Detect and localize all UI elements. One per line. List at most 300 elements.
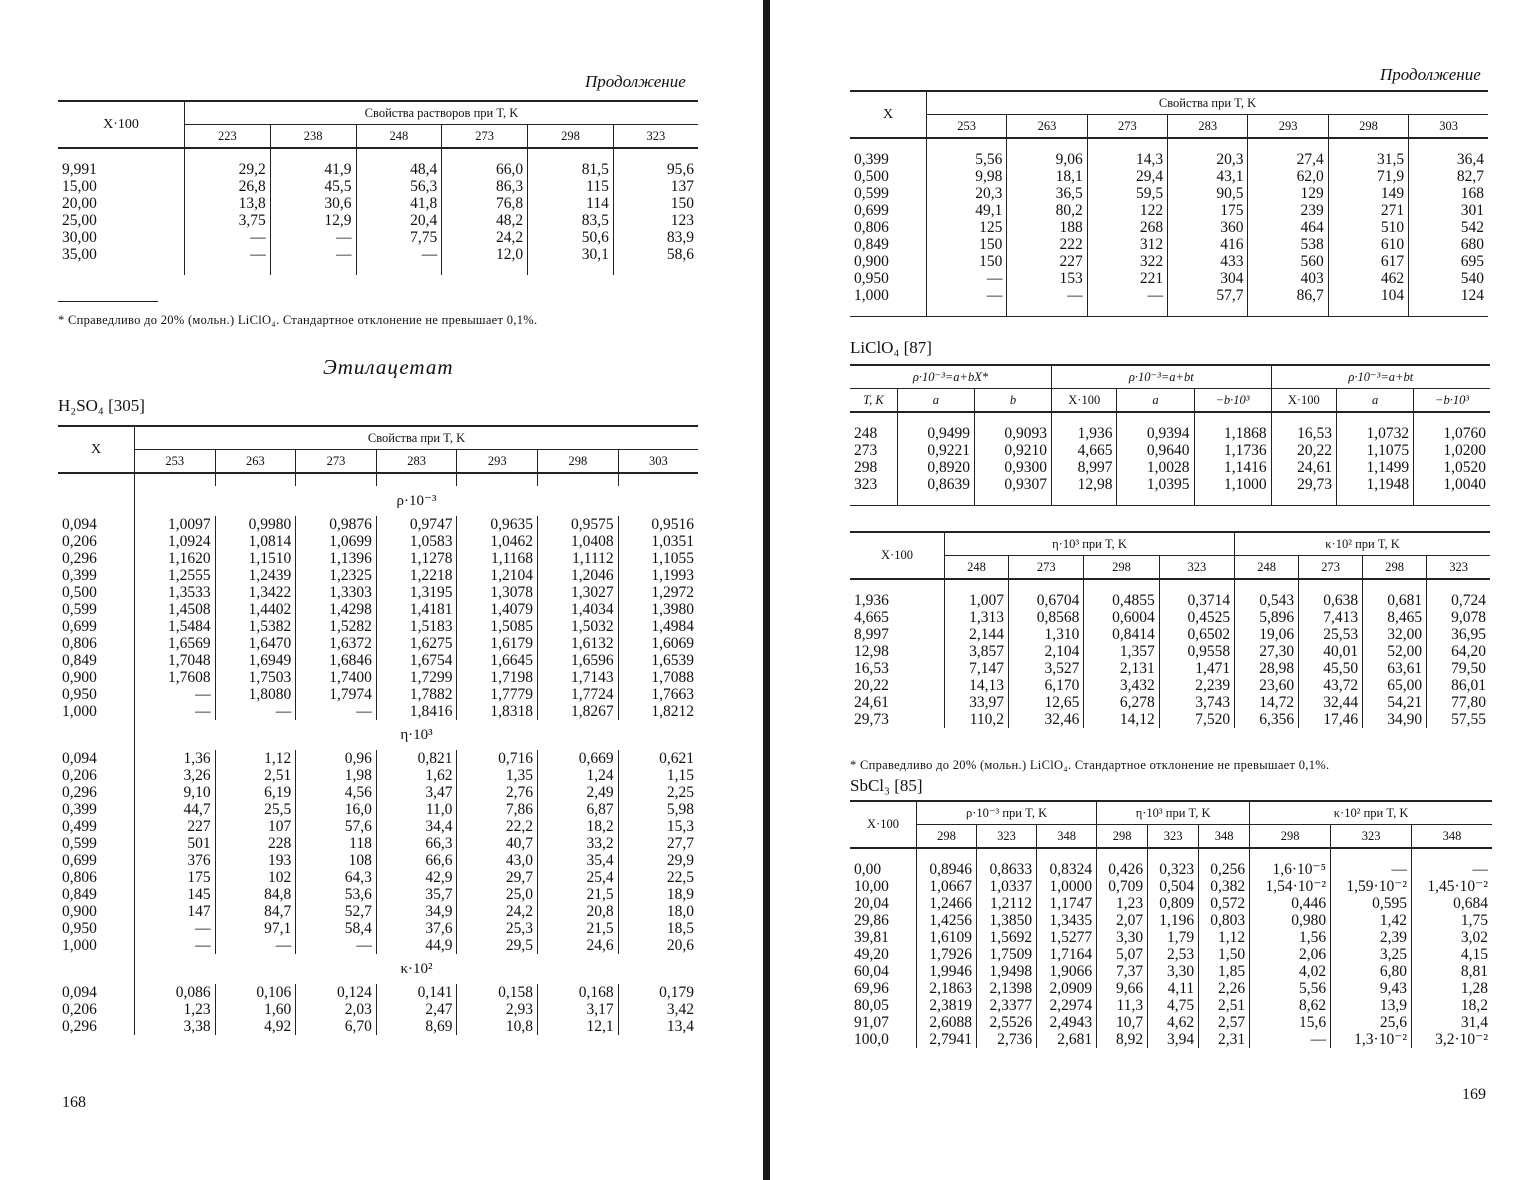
table-row [58, 567, 698, 584]
spacer-cell [897, 493, 974, 506]
table-cell: 3,30 [1097, 929, 1148, 946]
table-cell: — [135, 703, 216, 720]
row-key: 35,00 [62, 246, 97, 263]
row-key: 0,206 [62, 1001, 97, 1018]
table-cell: 12,65 [1009, 694, 1084, 711]
temp-header: 348 [1037, 825, 1097, 849]
table-cell: 1,15 [618, 767, 698, 784]
table-cell: 1,1868 [1194, 425, 1271, 442]
table-cell: 464 [1248, 219, 1328, 236]
table-row [58, 161, 698, 178]
table-cell: 3,432 [1084, 677, 1159, 694]
row-key: 15,00 [62, 178, 97, 195]
table-cell: 1,1168 [457, 550, 538, 567]
table-cell: 1,6846 [296, 652, 377, 669]
table-cell: 1,357 [1084, 643, 1159, 660]
spacer-cell [1087, 138, 1167, 151]
table-cell: 188 [1007, 219, 1087, 236]
table-cell: 1,1396 [296, 550, 377, 567]
temp-header: 348 [1412, 825, 1492, 849]
spacer-cell [1250, 848, 1331, 861]
table-cell: 8,69 [376, 1018, 457, 1035]
table-cell: 97,1 [215, 920, 296, 937]
table-cell: 83,5 [528, 212, 614, 229]
spacer-cell [270, 148, 356, 161]
row-key: 0,296 [62, 1018, 97, 1035]
table-body [58, 473, 698, 1035]
table-cell: 0,809 [1148, 895, 1199, 912]
row-key: 1,000 [62, 703, 97, 720]
table-cell: 12,9 [270, 212, 356, 229]
table-cell: 1,8267 [538, 703, 619, 720]
table-cell: 1,1416 [1194, 459, 1271, 476]
table-row [58, 195, 698, 212]
table-cell: 1,3533 [135, 584, 216, 601]
table-cell: 12,0 [442, 246, 528, 263]
table-cell: 24,61 [1271, 459, 1336, 476]
table-cell: 1,1736 [1194, 442, 1271, 459]
table-cell: 0,9876 [296, 516, 377, 533]
table-cell: 1,7299 [376, 669, 457, 686]
spacer-cell [1412, 848, 1492, 861]
spacer-cell [1271, 412, 1336, 425]
table-cell: 0,821 [376, 750, 457, 767]
table-cell: 8,997 [1051, 459, 1116, 476]
table-cell: 29,73 [1271, 476, 1336, 493]
table-row [850, 912, 1492, 929]
table-cell: 1,2555 [135, 567, 216, 584]
table-cell: 1,8318 [457, 703, 538, 720]
table-cell: 1,4984 [618, 618, 698, 635]
table-cell: 149 [1328, 185, 1408, 202]
table-cell: 376 [135, 852, 216, 869]
table-cell: 0,684 [1412, 895, 1492, 912]
table-cell: 0,323 [1148, 861, 1199, 878]
header-a: a [897, 389, 974, 413]
table-cell: 0,8414 [1084, 626, 1159, 643]
temp-header: 223 [185, 125, 271, 149]
table-cell: 66,0 [442, 161, 528, 178]
table-row [850, 476, 1490, 493]
table-cell: 1,3422 [215, 584, 296, 601]
table-cell: 64,20 [1427, 643, 1490, 660]
row-key: 0,500 [62, 584, 97, 601]
table-cell: 29,9 [618, 852, 698, 869]
table-cell: 37,6 [376, 920, 457, 937]
table-row [850, 287, 1488, 304]
table-cell: 2,51 [215, 767, 296, 784]
table-cell: 175 [1168, 202, 1248, 219]
table-liclo4-viscosity-conductivity [850, 531, 1490, 728]
spacer-cell [1331, 848, 1412, 861]
table-body [850, 579, 1490, 728]
spacer-row [58, 473, 698, 486]
table-cell: 1,4256 [917, 912, 977, 929]
spacer-row [850, 412, 1490, 425]
table-cell: 1,2104 [457, 567, 538, 584]
row-key: 24,61 [854, 694, 889, 711]
table-cell: — [135, 937, 216, 954]
table-cell: 1,313 [945, 609, 1009, 626]
spacer-cell [1199, 848, 1250, 861]
table-cell: 33,97 [945, 694, 1009, 711]
table-cell: 104 [1328, 287, 1408, 304]
table-cell: 150 [927, 253, 1007, 270]
table-cell: 57,6 [296, 818, 377, 835]
table-cell: 1,6275 [376, 635, 457, 652]
table-cell: 2,53 [1148, 946, 1199, 963]
table-cell: — [927, 270, 1007, 287]
table-cell: 1,936 [1051, 425, 1116, 442]
table-cell: 0,669 [538, 750, 619, 767]
temp-header: 253 [927, 115, 1007, 139]
table-cell: 18,5 [618, 920, 698, 937]
row-key: 8,997 [854, 626, 889, 643]
table-cell: 150 [927, 236, 1007, 253]
spacer-cell [1194, 412, 1271, 425]
table-cell: 52,00 [1363, 643, 1427, 660]
table-cell: 24,2 [442, 229, 528, 246]
spacer-cell [185, 148, 271, 161]
table-cell: 3,42 [618, 1001, 698, 1018]
table-cell: 0,4855 [1084, 592, 1159, 609]
table-cell: 1,0040 [1414, 476, 1490, 493]
table-cell: 416 [1168, 236, 1248, 253]
table-cell: 137 [613, 178, 698, 195]
table-cell: 6,170 [1009, 677, 1084, 694]
table-cell: 1,2325 [296, 567, 377, 584]
spacer-cell [1087, 304, 1167, 317]
table-cell: 1,7724 [538, 686, 619, 703]
table-cell: — [215, 937, 296, 954]
row-key: 0,900 [62, 669, 97, 686]
table-cell: 1,1948 [1337, 476, 1414, 493]
table-cell: 3,47 [376, 784, 457, 801]
table-cell: 30,1 [528, 246, 614, 263]
spacer-cell [58, 473, 135, 486]
table-cell: 1,8080 [215, 686, 296, 703]
table-cell: 13,9 [1331, 997, 1412, 1014]
table-cell: 1,5282 [296, 618, 377, 635]
row-key: 0,499 [62, 818, 97, 835]
table-row [58, 984, 698, 1001]
spacer-cell [1097, 848, 1148, 861]
table-cell: 617 [1328, 253, 1408, 270]
table-cell: 107 [215, 818, 296, 835]
temp-header: 323 [1148, 825, 1199, 849]
temp-header: 263 [1007, 115, 1087, 139]
spacer-cell [1363, 579, 1427, 592]
table-cell: 4,02 [1250, 963, 1331, 980]
table-cell: 43,0 [457, 852, 538, 869]
table-cell: 17,46 [1299, 711, 1363, 728]
table-cell: 1,8416 [376, 703, 457, 720]
table-row [850, 219, 1488, 236]
spacer-cell [850, 138, 927, 151]
table-cell: 9,10 [135, 784, 216, 801]
table-row [850, 236, 1488, 253]
table-cell: 1,2466 [917, 895, 977, 912]
table-row [58, 903, 698, 920]
table-cell: 41,8 [356, 195, 442, 212]
table-cell: 1,2046 [538, 567, 619, 584]
row-key: 9,991 [62, 161, 97, 178]
spacer-row [850, 138, 1488, 151]
table-cell: 2,26 [1199, 980, 1250, 997]
table-cell: 18,2 [1412, 997, 1492, 1014]
table-row [850, 442, 1490, 459]
col-x-header: X [850, 91, 927, 138]
equation-1: ρ·10⁻³=a+bX* [850, 365, 1051, 389]
table-cell: 147 [135, 903, 216, 920]
row-key: 0,806 [62, 635, 97, 652]
table-cell: 32,00 [1363, 626, 1427, 643]
temp-header: 323 [1427, 556, 1490, 580]
table-cell: — [270, 229, 356, 246]
table-cell: 1,0351 [618, 533, 698, 550]
table-row [850, 861, 1492, 878]
table-cell: 0,716 [457, 750, 538, 767]
table-cell: 2,239 [1159, 677, 1234, 694]
kappa-header: κ·10² при T, K [1250, 801, 1492, 825]
row-key: 49,20 [854, 946, 889, 963]
table-cell: 28,98 [1235, 660, 1299, 677]
table-cell: 510 [1328, 219, 1408, 236]
col-x-header: X [58, 426, 135, 473]
table-cell: 5,56 [927, 151, 1007, 168]
row-key: 0,950 [62, 686, 97, 703]
table-cell: — [1007, 287, 1087, 304]
row-key: 0,296 [62, 784, 97, 801]
table-cell: 86,01 [1427, 677, 1490, 694]
table-row [58, 246, 698, 263]
table-cell: 1,5277 [1037, 929, 1097, 946]
table-row [58, 533, 698, 550]
table-cell: 0,158 [457, 984, 538, 1001]
table-cell: 1,28 [1412, 980, 1492, 997]
table-cell: 4,75 [1148, 997, 1199, 1014]
table-cell: 0,141 [376, 984, 457, 1001]
table-cell: 1,0760 [1414, 425, 1490, 442]
spacer-cell [1051, 493, 1116, 506]
spacer-cell [1007, 138, 1087, 151]
table-cell: 0,9307 [974, 476, 1051, 493]
table-cell: 3,2·10⁻² [1412, 1031, 1492, 1048]
table-row [58, 516, 698, 533]
row-key: 0,094 [62, 516, 97, 533]
table-cell: 45,5 [270, 178, 356, 195]
temp-header: 348 [1199, 825, 1250, 849]
row-key: 0,206 [62, 533, 97, 550]
table-cell: 1,0462 [457, 533, 538, 550]
table-cell: 40,01 [1299, 643, 1363, 660]
table-cell: 1,79 [1148, 929, 1199, 946]
row-key: 69,96 [854, 980, 889, 997]
table-row [850, 1014, 1492, 1031]
table-cell: — [1331, 861, 1412, 878]
row-key: 0,699 [62, 618, 97, 635]
table-row [850, 253, 1488, 270]
table-cell: 90,5 [1168, 185, 1248, 202]
table-cell: 110,2 [945, 711, 1009, 728]
temp-header: 298 [917, 825, 977, 849]
row-key: 0,849 [62, 652, 97, 669]
spacer-cell [1037, 848, 1097, 861]
table-row [850, 459, 1490, 476]
table-cell: 18,2 [538, 818, 619, 835]
table-cell: 9,43 [1331, 980, 1412, 997]
table-cell: 222 [1007, 236, 1087, 253]
header-x: X·100 [1271, 389, 1336, 413]
table-cell: 1,6109 [917, 929, 977, 946]
table-cell: 29,4 [1087, 168, 1167, 185]
spacer-cell [215, 473, 296, 486]
table-row [58, 703, 698, 720]
table-cell: 6,80 [1331, 963, 1412, 980]
table-cell: 5,896 [1235, 609, 1299, 626]
table-cell: 1,0200 [1414, 442, 1490, 459]
table-cell: — [270, 246, 356, 263]
table-cell: 1,9946 [917, 963, 977, 980]
table-cell: 360 [1168, 219, 1248, 236]
spacer-row [850, 304, 1488, 317]
row-key: 1,000 [62, 937, 97, 954]
spacer-cell [927, 304, 1007, 317]
spacer-cell [1148, 848, 1199, 861]
page-number: 169 [1462, 1086, 1486, 1103]
spacer-cell [1337, 493, 1414, 506]
table-cell: 0,681 [1363, 592, 1427, 609]
table-cell: 3,527 [1009, 660, 1084, 677]
equation-3: ρ·10⁻³=a+bt [1271, 365, 1490, 389]
footnote: * Справедливо до 20% (мольн.) LiClO₄. Стандартное отклонение не превышает 0,1%. [58, 313, 538, 327]
table-cell: — [215, 703, 296, 720]
row-key: 0,849 [62, 886, 97, 903]
table-cell: 23,60 [1235, 677, 1299, 694]
table-cell: 3,94 [1148, 1031, 1199, 1048]
row-key: 29,73 [854, 711, 889, 728]
table-cell: 1,2112 [977, 895, 1037, 912]
spacer-cell [1271, 493, 1336, 506]
table-cell: 150 [613, 195, 698, 212]
table-cell: 0,9093 [974, 425, 1051, 442]
table-cell: 45,50 [1299, 660, 1363, 677]
table-cell: 1,7143 [538, 669, 619, 686]
table-cell: 2,4943 [1037, 1014, 1097, 1031]
table-cell: 2,3377 [977, 997, 1037, 1014]
table-cell: 1,1993 [618, 567, 698, 584]
group-label-row [58, 720, 698, 750]
table-row [850, 946, 1492, 963]
table-cell: 2,47 [376, 1001, 457, 1018]
temp-header-row [850, 556, 1490, 580]
row-key: 0,094 [62, 750, 97, 767]
table-cell: 5,07 [1097, 946, 1148, 963]
table-cell: 57,55 [1427, 711, 1490, 728]
spacer-row [58, 148, 698, 161]
table-cell: 50,6 [528, 229, 614, 246]
table-cell: 7,75 [356, 229, 442, 246]
group-label: ρ·10⁻³ [135, 486, 699, 516]
table-body [850, 138, 1488, 317]
table-cell: 14,72 [1235, 694, 1299, 711]
table-cell: 0,6004 [1084, 609, 1159, 626]
table-cell: 538 [1248, 236, 1328, 253]
spacer-cell [457, 473, 538, 486]
table-cell: 1,7048 [135, 652, 216, 669]
table-cell: 3,26 [135, 767, 216, 784]
table-row [850, 425, 1490, 442]
table-cell: 2,104 [1009, 643, 1084, 660]
row-key: 323 [854, 476, 878, 493]
row-key: 0,849 [854, 236, 889, 253]
table-row [850, 592, 1490, 609]
table-body [850, 412, 1490, 506]
table-cell: 1,7509 [977, 946, 1037, 963]
table-cell: 9,66 [1097, 980, 1148, 997]
table-cell: 13,4 [618, 1018, 698, 1035]
table-row [58, 229, 698, 246]
table-cell: 0,9499 [897, 425, 974, 442]
spacer-cell [613, 148, 698, 161]
table-cell: 1,007 [945, 592, 1009, 609]
spacer-cell [296, 473, 377, 486]
table-cell: 1,4034 [538, 601, 619, 618]
table-cell: 540 [1409, 270, 1488, 287]
table-cell: 2,0909 [1037, 980, 1097, 997]
spacer-cell [1299, 579, 1363, 592]
table-cell: 12,98 [1051, 476, 1116, 493]
table-cell: 14,13 [945, 677, 1009, 694]
row-key: 248 [854, 425, 878, 442]
table-cell: 1,7198 [457, 669, 538, 686]
row-key: 0,806 [854, 219, 889, 236]
table-cell: 2,7941 [917, 1031, 977, 1048]
table-cell: 1,1075 [1337, 442, 1414, 459]
temp-header: 248 [356, 125, 442, 149]
table-cell: 1,7164 [1037, 946, 1097, 963]
table-row [850, 202, 1488, 219]
table-cell: 1,3850 [977, 912, 1037, 929]
table-cell: 11,3 [1097, 997, 1148, 1014]
table-cell: 1,7779 [457, 686, 538, 703]
table-cell: 462 [1328, 270, 1408, 287]
table-cell: 25,4 [538, 869, 619, 886]
table-cell: 501 [135, 835, 216, 852]
table-cell: 1,3303 [296, 584, 377, 601]
table-cell: 1,6132 [538, 635, 619, 652]
temp-header-row [58, 450, 698, 474]
table-cell: 114 [528, 195, 614, 212]
table-cell: 1,7926 [917, 946, 977, 963]
table-cell: 1,85 [1199, 963, 1250, 980]
spacer-cell [376, 473, 457, 486]
spacer-cell [442, 263, 528, 275]
table-cell: 1,7882 [376, 686, 457, 703]
table-row [58, 750, 698, 767]
table-cell: 1,1510 [215, 550, 296, 567]
table-cell: 1,3·10⁻² [1331, 1031, 1412, 1048]
table-cell: 25,6 [1331, 1014, 1412, 1031]
spacer-cell [1409, 138, 1488, 151]
table-cell: 1,7088 [618, 669, 698, 686]
table-cell: 129 [1248, 185, 1328, 202]
row-key: 91,07 [854, 1014, 889, 1031]
col-x-header: X·100 [58, 101, 185, 148]
row-key: 298 [854, 459, 878, 476]
table-cell: 71,9 [1328, 168, 1408, 185]
row-key: 100,0 [854, 1031, 889, 1048]
